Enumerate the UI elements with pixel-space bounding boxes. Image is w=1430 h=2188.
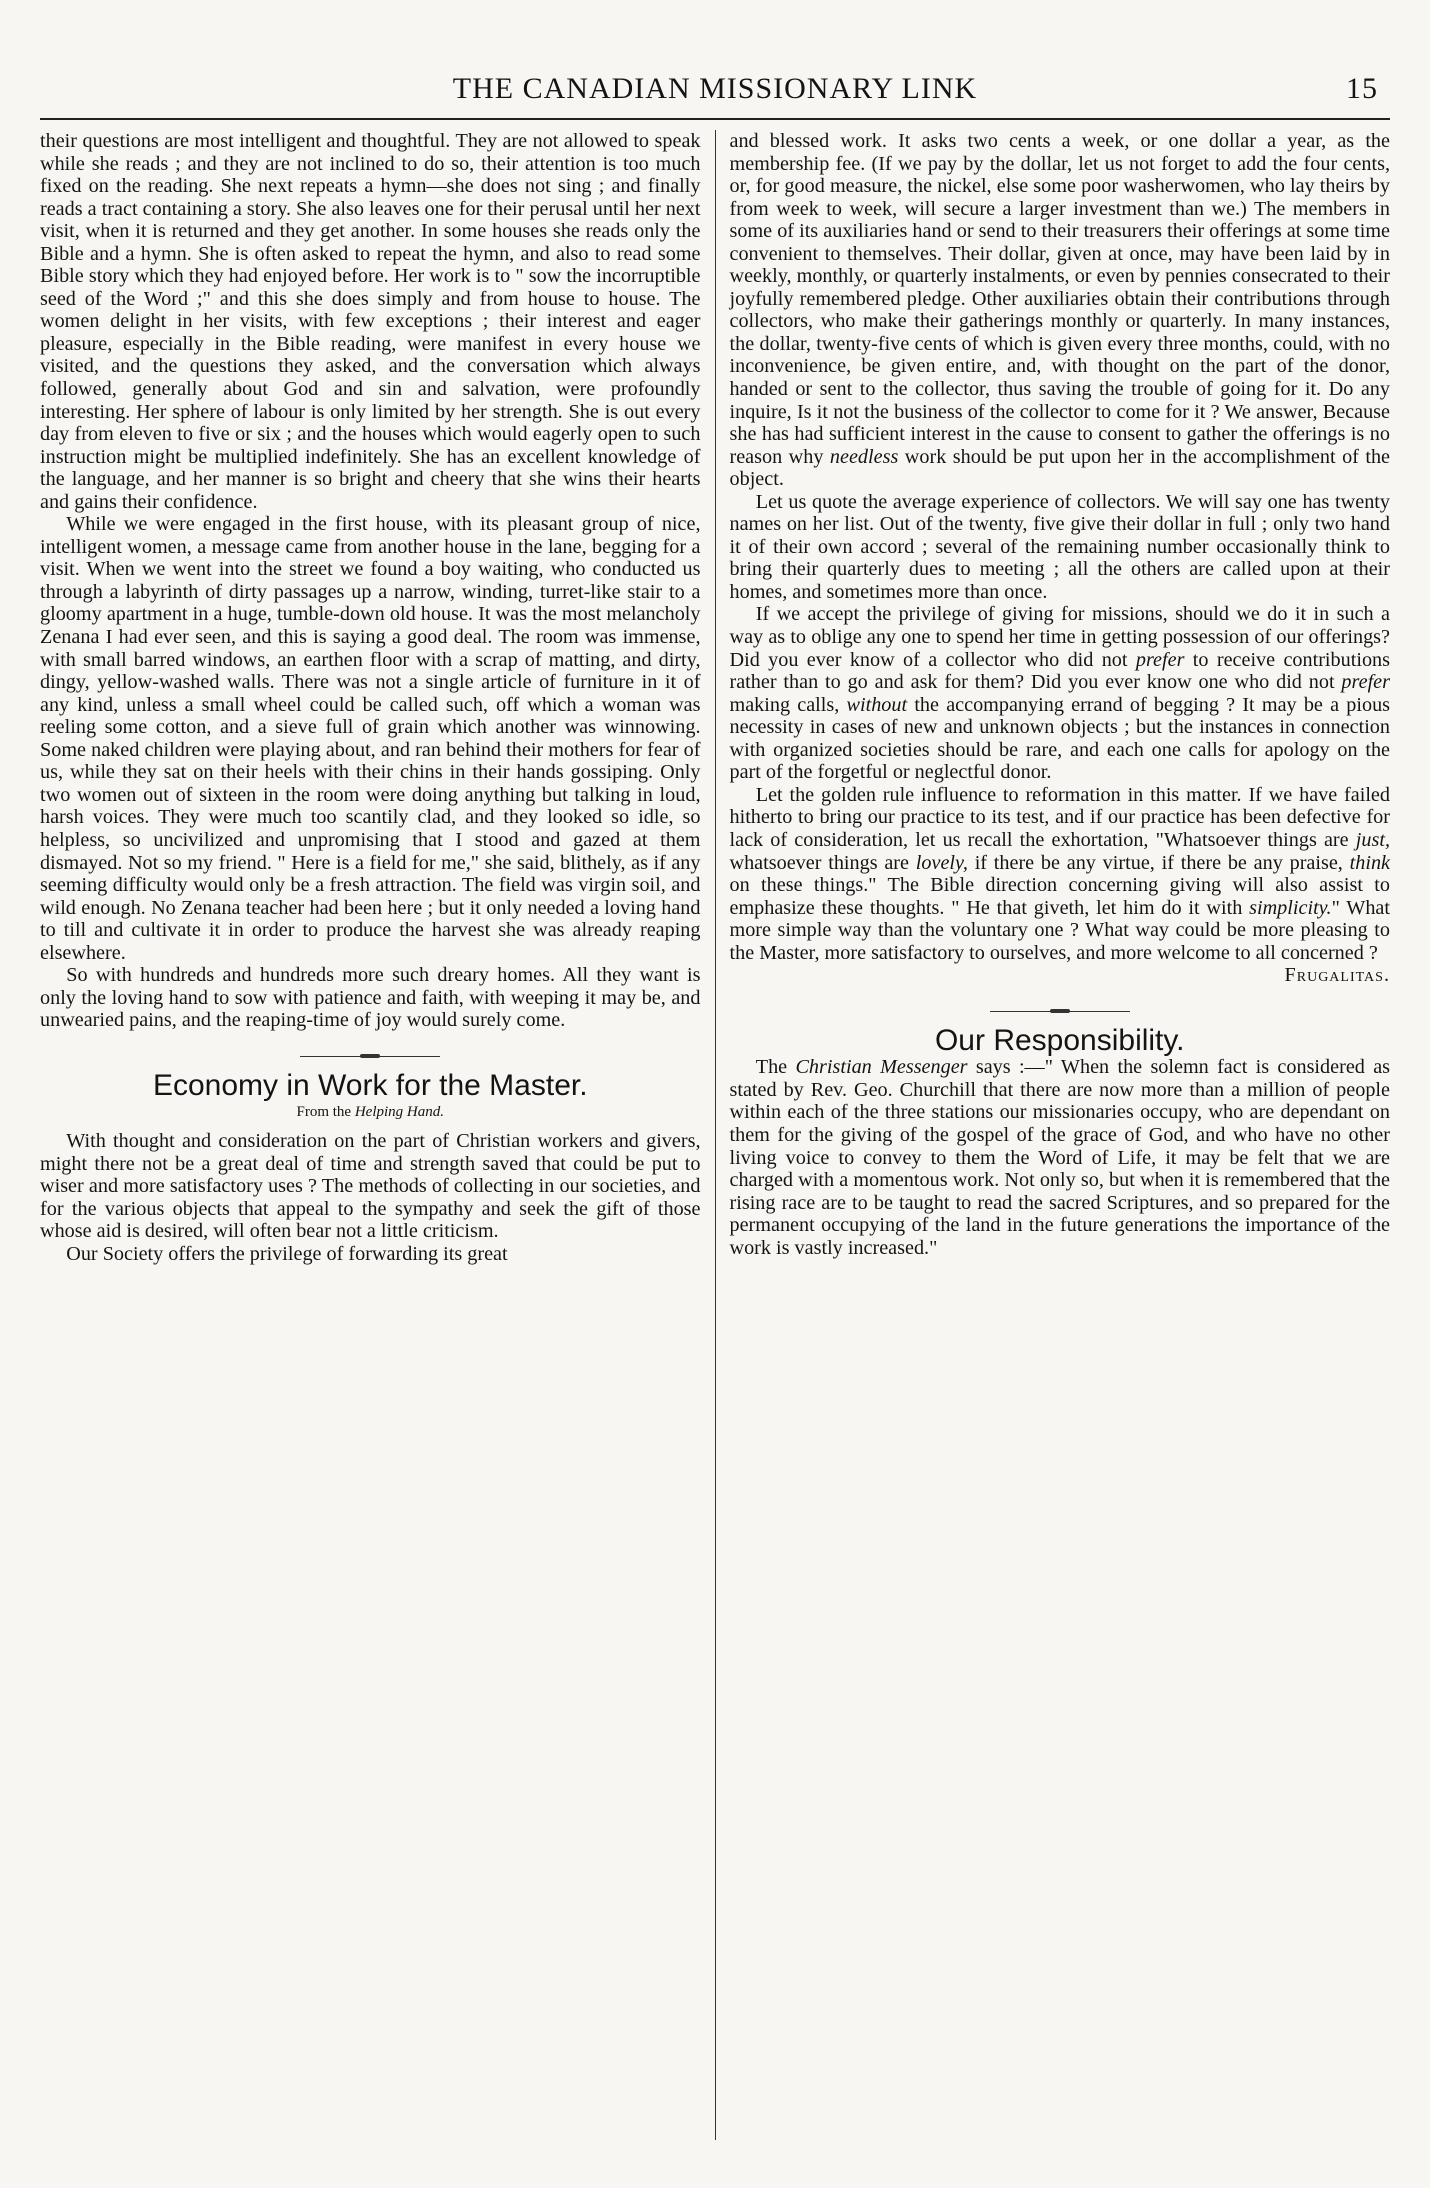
economy-paragraph-3: [730, 130, 1391, 491]
source-name: Helping Hand.: [354, 1104, 444, 1121]
text-run: The: [755, 1056, 788, 1079]
responsibility-paragraph: [730, 1056, 1391, 1259]
text-run: " What more simple way than the voluntary one ? What way could be more pleasing to the Master, more satisfactory to ourselves, and more welcome to all concerned ?: [729, 896, 1390, 964]
article-title-responsibility: Our Responsibility.: [934, 1023, 1185, 1057]
emphasis: just,: [1355, 828, 1391, 851]
article-title-economy: Economy in Work for the Master.: [152, 1068, 588, 1102]
text-run: work should be put upon her in the accomplishment of the object.: [729, 445, 1391, 491]
text-run: if there be any virtue, if there be any praise,: [974, 851, 1343, 874]
text-run: the accompanying errand of begging ? It may be a pious necessity in cases of new and unknown objects ; but the instances in connection with organized societies should be rare, and each one calls for apology on the part of the forgetful or neglectful donor.: [729, 693, 1391, 784]
two-column-body: [40, 130, 1390, 2140]
right-column: [730, 130, 1391, 1259]
text-run: making calls,: [729, 693, 840, 716]
source-prefix: From the: [296, 1104, 355, 1121]
running-title: THE CANADIAN MISSIONARY LINK: [452, 72, 978, 105]
emphasis: lovely,: [915, 851, 968, 874]
text-run: If we accept the privilege of giving for missions, should we do it in such a way as to oblige any one to spend her time in getting possession of our offerings? Did you ever know of a collector who did not: [729, 603, 1390, 671]
page-header: [40, 72, 1390, 114]
emphasis: Christian Messenger: [795, 1056, 968, 1079]
text-run: whatsoever things are: [729, 851, 909, 874]
text-run: says :—" When the solemn fact is considered as stated by Rev. Geo. Churchill that there are now more than a million of people within each of the three stations our missionaries occupy, who are dependant on them for the giving of the gospel of the grace of God, and who have no other living voice to convey to them the Word of Life, it may be felt that we are charged with a momentous work. Not only so, but when it is remembered that the rising race are to be taught to read the sacred Scriptures, and so prepared for the permanent occupying of the land in the future generations the importance of the work is vastly increased.": [729, 1056, 1391, 1259]
article-source: [40, 1101, 701, 1124]
economy-paragraph-5: [730, 603, 1391, 783]
economy-paragraph-4: Let us quote the average experience of collectors. We will say one has twenty names on her list. Out of the twenty, five give their dollar in full ; only two hand it of their own accord ; several of the remaining number occasionally think to bring their quarterly dues to meeting ; all the others are called upon at their homes, and sometimes more than once.: [729, 490, 1390, 603]
emphasis: prefer: [1135, 648, 1185, 671]
text-run: Let the golden rule influence to reformation in this matter. If we have failed hitherto to bring our practice to its test, and if our practice has been defective for lack of consideration, let us recall the exhortation, "Whatsoever things are: [729, 783, 1390, 851]
emphasis: without: [846, 693, 908, 716]
page-number: 15: [1346, 72, 1378, 105]
text-run: and blessed work. It asks two cents a week, or one dollar a year, as the membership fee. (If we pay by the dollar, let us not forget to add the four cents, or, for good measure, the nickel, else some poor washerwomen, who lay theirs by from week to week, will secure a larger investment than we.) The members in some of its auxiliaries hand or send to their treasurers their offerings at some time convenient to themselves. Their dollar, given at once, may have been laid by in weekly, monthly, or quarterly instalments, or even by pennies consecrated to their joyfully remembered pledge. Other auxiliaries obtain their contributions through collectors, who make their gatherings monthly or quarterly. In many instances, the dollar, twenty-five cents of which is given every three months, could, with no inconvenience, be given entire, and, with thought on the part of the donor, handed or sent to the collector, thus saving the trouble of going for it. Do any inquire, Is it not the business of the collector to come for it ? We answer, Because she has had sufficient interest in the cause to consent to gather the offerings is no reason why: [729, 130, 1390, 468]
column-divider: [715, 130, 716, 2140]
text-run: on these things." The Bible direction concerning giving will also assist to emphasize these thoughts. " He that giveth, let him do it with: [729, 874, 1390, 919]
header-rule: [40, 118, 1390, 120]
emphasis: needless: [829, 445, 899, 468]
text-run: to receive contributions rather than to go and ask for them? Did you ever know one who did not: [729, 648, 1390, 694]
signature: Frugalitas.: [1284, 964, 1390, 987]
section-separator: [300, 1056, 440, 1057]
zenana-paragraph-2: While we were engaged in the first house, with its pleasant group of nice, intelligent women, a message came from another house in the lane, begging for a visit. When we went into the street we found a boy waiting, who conducted us through a labyrinth of dirty passages up a narrow, winding, turret-like stair to a gloomy apartment in a huge, tumble-down old house. It was the most melancholy Zenana I had ever seen, and this is saying a good deal. The room was immense, with small barred windows, an earthen floor with a scrap of matting, and dirty, dingy, yellow-washed walls. There was not a single article of furniture in it of any kind, unless a small wheel could be called such, off which a woman was reeling some cotton, and a sieve full of grain which another was winnowing. Some naked children were playing about, and ran behind their mothers for fear of us, while they sat on their heels with their chins in their hands gossiping. Only two women out of sixteen in the room were doing anything but talking in loud, harsh voices. They were much too scantily clad, and they looked so idle, so helpless, so uncivilized and unpromising that I stood and gazed at them dismayed. Not so my friend. " Here is a field for me," she said, blithely, as if any seeming difficulty would only be a fresh attraction. The field was virgin soil, and wild enough. No Zenana teacher had been here ; but it only needed a loving hand to till and cultivate it in order to produce the harvest she was already reaping elsewhere.: [40, 513, 701, 964]
emphasis: prefer: [1341, 671, 1390, 694]
emphasis: simplicity.: [1249, 896, 1332, 919]
left-column: [40, 130, 701, 1265]
economy-paragraph-1: With thought and consideration on the part of Christian workers and givers, might there not be a great deal of time and strength saved that could be put to wiser and more satisfactory uses ? The methods of collecting in our societies, and for the various objects that appeal to the sympathy and seek the gift of those whose aid is desired, will often bear not a little criticism.: [40, 1129, 701, 1243]
zenana-paragraph-3: So with hundreds and hundreds more such dreary homes. All they want is only the loving hand to sow with patience and faith, with weeping it may be, and unwearied pains, and the reaping-time of joy would surely come.: [40, 964, 701, 1032]
economy-paragraph-2: Our Society offers the privilege of forwarding its great: [66, 1242, 508, 1265]
emphasis: think: [1349, 851, 1391, 874]
economy-paragraph-6: [730, 784, 1391, 964]
section-separator: [990, 1011, 1130, 1012]
zenana-paragraph-1: their questions are most intelligent and thoughtful. They are not allowed to speak while she reads ; and they are not inclined to do so, their attention is too much fixed on the reading. She next repeats a hymn—she does not sing ; and finally reads a tract containing a story. She also leaves one for their perusal until her next visit, when it is returned and they get another. In some houses she reads only the Bible and a hymn. She is often asked to repeat the hymn, and also to read some Bible story which they had enjoyed before. Her work is to " sow the incorruptible seed of the Word ;" and this she does simply and from house to house. The women delight in her visits, with few exceptions ; their interest and eager pleasure, especially in the Bible reading, were manifest in every house we visited, and the questions they asked, and the conversation which always followed, generally about God and sin and salvation, were profoundly interesting. Her sphere of labour is only limited by her strength. She is out every day from eleven to five or six ; and the houses which would eagerly open to such instruction might be multiplied indefinitely. She has an excellent knowledge of the language, and her manner is so bright and cheery that she wins their hearts and gains their confidence.: [40, 130, 701, 513]
